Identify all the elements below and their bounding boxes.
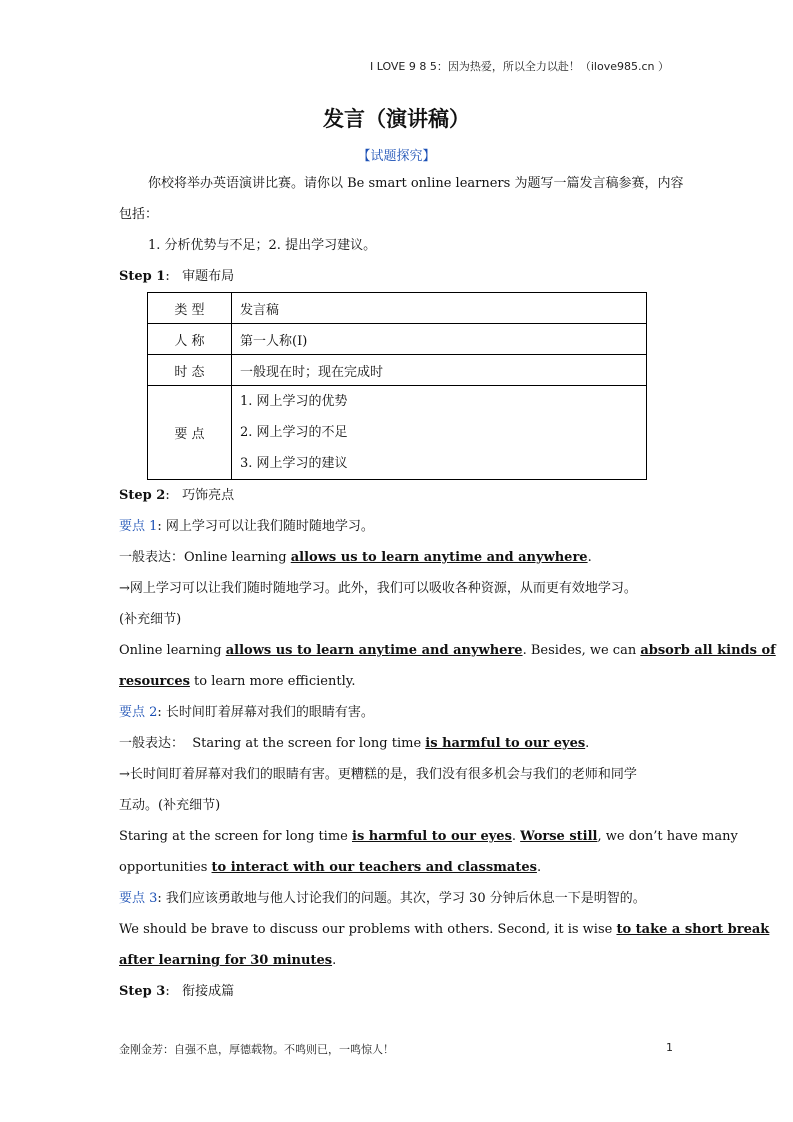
key-phrase: is harmful to our eyes (352, 829, 512, 844)
point-2-basic: 一般表达： Staring at the screen for long time is harmful to our eyes. (119, 736, 590, 751)
en-text: . (536, 860, 542, 875)
basic-text: Staring at the screen for long time (192, 736, 426, 751)
page-header: I LOVE 9 8 5：因为热爱，所以全力以赴！（ilove985.cn ） (369, 60, 669, 73)
page-footer (119, 1041, 675, 1057)
point-3-en (119, 914, 770, 945)
step-1-text: 审题布局 (182, 269, 235, 284)
point-2-advanced-cn: →长时间盯着屏幕对我们的眼睛有害。更糟糕的是，我们没有很多机会与我们的老师和同学 (119, 767, 637, 782)
document-body (119, 168, 776, 1007)
basic-label: 一般表达： (119, 550, 185, 565)
list-item: 3. 网上学习的建议 (240, 456, 348, 471)
task-points: 1. 分析优势与不足；2. 提出学习建议。 (148, 238, 377, 253)
point-2-heading: 要点 2: 长时间盯着屏幕对我们的眼睛有害。 (119, 705, 374, 720)
step-1-label: Step 1 (119, 269, 166, 284)
point-2-advanced-en-cont (119, 852, 675, 883)
list-item: 1. 网上学习的优势 (240, 394, 348, 409)
point-3-cn: 我们应该勇敢地与他人讨论我们的问题。其次，学习 30 分钟后休息一下是明智的。 (165, 891, 646, 906)
en-text: . Besides, we can (522, 643, 641, 658)
table-key: 类 型 (148, 293, 232, 324)
point-1-advanced-cn: →网上学习可以让我们随时随地学习。此外，我们可以吸收各种资源，从而更有效地学习。 (119, 581, 637, 596)
point-2-advanced-note: 互动。(补充细节) (119, 798, 221, 813)
point-1-label: 要点 1 (119, 519, 158, 534)
step-2-label: Step 2 (119, 488, 166, 503)
en-text: to learn more efficiently. (189, 674, 356, 689)
table-value: 一般现在时；现在完成时 (232, 355, 647, 386)
key-phrase: resources (119, 674, 190, 689)
point-1-advanced-en-cont (119, 666, 675, 697)
point-3-en-cont (119, 945, 675, 976)
point-2-advanced-en (119, 821, 738, 852)
footer-motto: 金刚金芳：自强不息，厚德载物。不鸣则已，一鸣惊人！ (119, 1043, 394, 1056)
key-phrase: absorb all kinds of (640, 643, 776, 658)
en-text: . (511, 829, 521, 844)
table-row (148, 324, 647, 355)
table-key: 时 态 (148, 355, 232, 386)
table-row (148, 293, 647, 324)
key-phrase: is harmful to our eyes (425, 736, 586, 751)
en-text: . (332, 953, 337, 968)
page-title: 发言（演讲稿） (323, 107, 470, 131)
analysis-table (147, 292, 647, 480)
task-line-1: 你校将举办英语演讲比赛。请你以 Be smart online learners 为题写一篇发言稿参赛，内容 (148, 176, 684, 191)
table-value: 发言稿 (232, 293, 647, 324)
key-phrase: to take a short break (616, 922, 770, 937)
point-2-cn: 长时间盯着屏幕对我们的眼睛有害。 (165, 705, 374, 720)
key-phrase: allows us to learn anytime and anywhere (225, 643, 523, 658)
point-3-label: 要点 3 (119, 891, 158, 906)
point-1-cn: 网上学习可以让我们随时随地学习。 (165, 519, 374, 534)
step-1-heading: Step 1: 审题布局 (119, 269, 235, 284)
step-3-text: 衔接成篇 (182, 984, 235, 999)
key-phrase: after learning for 30 minutes (119, 953, 333, 968)
step-3-label: Step 3 (119, 984, 166, 999)
point-1-advanced-note: (补充细节) (119, 612, 182, 627)
point-1-heading: 要点 1: 网上学习可以让我们随时随地学习。 (119, 519, 374, 534)
en-text: opportunities (119, 860, 212, 875)
en-text: Online learning (119, 643, 226, 658)
table-row (148, 355, 647, 386)
en-text: , we don’t have many (597, 829, 738, 844)
key-phrase: to interact with our teachers and classmates (211, 860, 537, 875)
table-row (148, 386, 647, 480)
step-3-heading: Step 3: 衔接成篇 (119, 984, 235, 999)
table-value: 第一人称(I) (232, 324, 647, 355)
key-phrase: allows us to learn anytime and anywhere (290, 550, 588, 565)
step-2-text: 巧饰亮点 (182, 488, 235, 503)
list-item: 2. 网上学习的不足 (240, 425, 348, 440)
point-1-basic: 一般表达：Online learning allows us to learn anytime and anywhere. (119, 550, 592, 565)
point-2-label: 要点 2 (119, 705, 158, 720)
en-text: We should be brave to discuss our problems with others. Second, it is wise (119, 922, 617, 937)
table-value-list (232, 386, 647, 480)
basic-label: 一般表达： (119, 736, 185, 751)
table-key: 要 点 (148, 386, 232, 480)
key-phrase: Worse still (520, 829, 598, 844)
section-subtitle: 【试题探究】 (357, 149, 436, 164)
task-line-2: 包括： (119, 207, 159, 222)
page-number: 1 (666, 1041, 673, 1054)
step-2-heading: Step 2: 巧饰亮点 (119, 488, 235, 503)
point-1-advanced-en (119, 635, 776, 666)
point-3-heading: 要点 3: 我们应该勇敢地与他人讨论我们的问题。其次，学习 30 分钟后休息一下是明智的。 (119, 891, 646, 906)
table-key: 人 称 (148, 324, 232, 355)
en-text: Staring at the screen for long time (119, 829, 352, 844)
basic-text: Online learning (184, 550, 291, 565)
